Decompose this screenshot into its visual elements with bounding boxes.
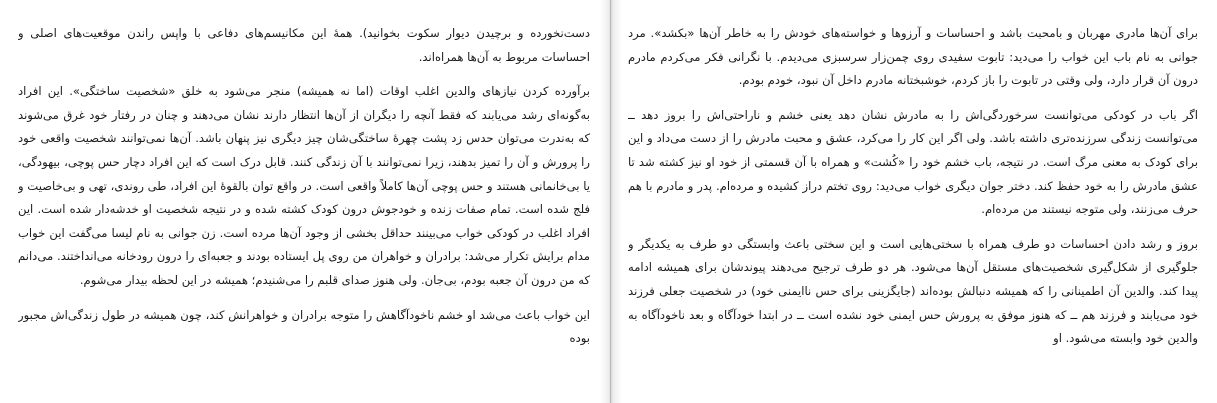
book-gutter xyxy=(600,0,622,403)
gutter-divider xyxy=(610,0,611,403)
left-paragraph-1: دست‌نخورده و برچیدن دیوار سکوت بخوانید). همهٔ این مکانیسم‌های دفاعی با واپس راندن موقعیت‌های اصلی و احساسات مربوط به آن‌ها همراه‌اند. xyxy=(18,26,590,64)
right-paragraph-2: اگر باب در کودکی می‌توانست سرخوردگی‌اش را به مادرش نشان دهد یعنی خشم و ناراحتی‌اش را بروز دهد ــ می‌توانست زندگی سرزنده‌تری داشته باشد. ولی اگر این کار را می‌کرد، عشق و محبت مادرش را از دست می‌داد و این برای کودک به معنی مرگ است. در نتیجه، باب خشم خود را «کُشت» و همراه با آن قسمتی از خود او نیز کشته شد تا عشق مادرش را به خود حفظ کند. دختر جوان دیگری خواب می‌دید: روی تختم دراز کشیده و مرده‌ام. پدر و مادرم با هم حرف می‌زنند، ولی متوجه نیستند من مرده‌ام. xyxy=(628,107,1198,217)
right-paragraph-3: بروز و رشد دادن احساسات دو طرف همراه با سختی‌هایی است و این سختی باعث وابستگی دو طرف به یکدیگر و جلوگیری از شکل‌گیری شخصیت‌های مستقل آن‌ها می‌شود. هر دو طرف ترجیح می‌دهند پیوندشان برای همیشه ادامه پیدا کند. والدین آن اطمینانی را که همیشه دنبالش بوده‌اند (جایگزینی برای حس ناایمنی خود) در شخصیت جعلی فرزند خود می‌یابند و فرزند هم ــ که هنوز موفق به پرورش حس ایمنی خود نشده است ــ در ابتدا خودآگاه و بعد ناخودآگاه به والدین خود وابسته می‌شود. او xyxy=(628,236,1198,346)
right-paragraph-1: برای آن‌ها مادری مهربان و بامحبت باشد و احساسات و آرزوها و خواسته‌های خودش را به خاطر آن‌ها «بکشد». مرد جوانی به نام باب این خواب را می‌دید: تابوت سفیدی روی چمن‌زار سرسبزی می‌دیدم. با نگرانی فکر می‌کردم مادرم درون آن قرار دارد، ولی وقتی در تابوت را باز کردم، خوشبختانه مادرم داخل آن نبود، خودم بودم. xyxy=(628,26,1198,88)
left-paragraph-2: برآورده کردن نیازهای والدین اغلب اوقات (اما نه همیشه) منجر می‌شود به خلق «شخصیت ساختگی». این افراد به‌گونه‌ای رشد می‌یابند که فقط آنچه را دیگران از آن‌ها انتظار دارند نشان می‌دهند و چنان در رفتار خود غرق می‌شوند که به‌ندرت می‌توان حدس زد پشت چهرهٔ ساختگی‌شان چیز دیگری نیز پنهان باشد. آن‌ها نمی‌توانند شخصیت واقعی خود را پرورش و آن را تمیز بدهند، زیرا نمی‌توانند با آن زندگی کنند. قابل درک است که این افراد دچار حس پوچی، بیهودگی، یا بی‌خانمانی هستند و حس پوچی آن‌ها کاملاً واقعی است. در واقع توان بالقوهٔ این افراد، طی روندی، تهی و بی‌خاصیت و فلج شده است. تمام صفات زنده و خودجوش درون کودک کشته شده و در نتیجه شخصیت او خدشه‌دار شده است. این افراد اغلب در کودکی خواب می‌بینند حداقل بخشی از وجود آن‌ها مرده است. زن جوانی به نام لیسا می‌گفت این خواب مدام برایش تکرار می‌شد: برادران و خواهران من روی پل ایستاده بودند و جعبه‌ای را درون رودخانه می‌انداختند. می‌دانم که من درون آن جعبه بودم، بی‌جان. ولی هنوز صدای قلبم را می‌شنیدم؛ همیشه در این لحظه بیدار می‌شوم. xyxy=(18,84,590,287)
left-paragraph-3: این خواب باعث می‌شد او خشم ناخودآگاهش را متوجه برادران و خواهرانش کند، چون همیشه در طول زندگی‌اش مجبور بوده xyxy=(18,307,590,346)
left-page xyxy=(18,22,590,392)
right-page xyxy=(628,22,1198,392)
